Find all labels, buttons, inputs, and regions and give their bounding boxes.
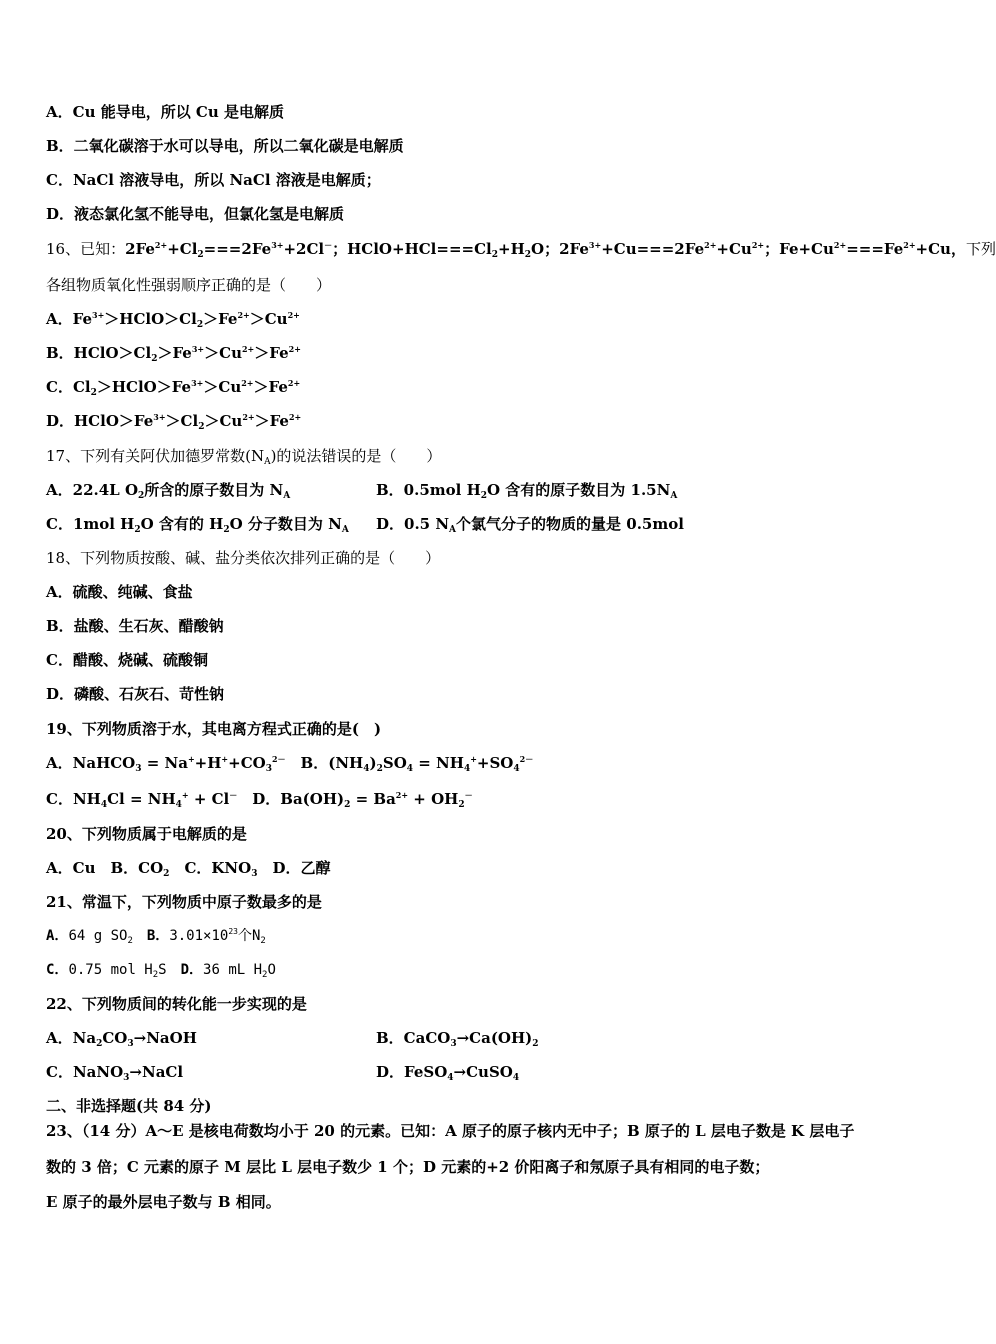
q21-options-row2: C．0.75 mol $H_2S$ D．36 mL $H_2O$ bbox=[46, 962, 276, 980]
q22-option-c: C．NaNO$_3$→NaCl bbox=[46, 1063, 184, 1083]
q21-options-row1: A．64 g $SO_2$ B．$3.01\times 10^{23}$个$N_2$ bbox=[46, 927, 266, 946]
q23-line1: 23、（14 分）A～E 是核电荷数均小于 20 的元素。已知：A 原子的原子核内无中子；B 原子的 L 层电子数是 K 层电子 bbox=[46, 1122, 855, 1140]
q18-option-d: D．磷酸、石灰石、苛性钠 bbox=[46, 685, 225, 703]
q21-stem: 21、常温下，下列物质中原子数最多的是 bbox=[46, 893, 322, 911]
q23-line2: 数的 3 倍；C 元素的原子 M 层比 L 层电子数少 1 个；D 元素的+2 价阳离子和氖原子具有相同的电子数； bbox=[46, 1158, 770, 1176]
q18-option-c: C．醋酸、烧碱、硫酸铜 bbox=[46, 651, 208, 669]
q20-stem: 20、下列物质属于电解质的是 bbox=[46, 825, 247, 843]
q19-options-row1: A．NaHCO$_3$ = $Na^++H^++CO_3^{2-}$ B．$(NH_4)_2SO_4 = NH_4^++SO_4^{2-}$ bbox=[46, 754, 534, 774]
q15-option-a: A．Cu 能导电，所以 Cu 是电解质 bbox=[46, 103, 284, 121]
q17-option-c: C．1mol $H_2O$ 含有的 $H_2O$ 分子数目为 $N_A$ bbox=[46, 515, 349, 535]
q22-stem: 22、下列物质间的转化能一步实现的是 bbox=[46, 995, 307, 1013]
q17-stem: 17、下列有关阿伏加德罗常数$(N_A)$的说法错误的是（ ） bbox=[46, 447, 442, 467]
q16-option-c: C．$Cl_2>HClO>Fe^{3+}>Cu^{2+}>Fe^{2+}$ bbox=[46, 378, 301, 398]
q19-options-row2: C．$NH_4Cl = NH_4^+ + Cl^-$ D．$Ba(OH)_2 = Ba^{2+} + OH_2^-$ bbox=[46, 790, 473, 810]
section-2-title: 二、非选择题(共 84 分) bbox=[46, 1097, 212, 1115]
q17-options-row2 bbox=[46, 514, 906, 534]
q20-options: A．Cu B．$CO_2$ C．$KNO_3$ D．乙醇 bbox=[46, 859, 331, 879]
q18-option-a: A．硫酸、纯碱、食盐 bbox=[46, 583, 193, 601]
q17-option-d: D．0.5 $N_A$个氯气分子的物质的量是 0.5mol bbox=[376, 515, 684, 535]
q18-stem: 18、下列物质按酸、碱、盐分类依次排列正确的是（ ） bbox=[46, 549, 441, 567]
q22-options-row2 bbox=[46, 1062, 906, 1082]
q23-line3: E 原子的最外层电子数与 B 相同。 bbox=[46, 1193, 281, 1211]
q17-options-row1 bbox=[46, 480, 906, 500]
q22-option-d: D．FeSO$_4$→CuSO$_4$ bbox=[376, 1063, 520, 1083]
q19-stem: 19、下列物质溶于水，其电离方程式正确的是( ) bbox=[46, 720, 382, 738]
q18-option-b: B．盐酸、生石灰、醋酸钠 bbox=[46, 617, 224, 635]
q16-option-a: A．$Fe^{3+}>HClO>Cl_2>Fe^{2+}>Cu^{2+}$ bbox=[46, 310, 300, 330]
q16-stem: 16、已知：$2Fe^{2+}+Cl_2===2Fe^{3+}+2Cl^-$；$HClO+HCl===Cl_2+H_2O$；$2Fe^{3+}+Cu===2Fe^{2+}+Cu^{2+}$；$Fe+Cu^{2+}===Fe^{2+}+Cu$，下列 bbox=[46, 240, 996, 260]
q16-stem-line2: 各组物质氧化性强弱顺序正确的是（ ） bbox=[46, 276, 332, 294]
q22-options-row1 bbox=[46, 1028, 906, 1048]
q22-option-b: B．$CaCO_3\to Ca(OH)_2$ bbox=[376, 1029, 539, 1049]
q16-option-b: B．$HClO>Cl_2>Fe^{3+}>Cu^{2+}>Fe^{2+}$ bbox=[46, 344, 301, 364]
q22-option-a: A．$Na_2CO_3\to NaOH$ bbox=[46, 1029, 197, 1049]
q17-option-a: A．22.4L $O_2$所含的原子数目为 $N_A$ bbox=[46, 481, 291, 501]
q15-option-b: B．二氧化碳溶于水可以导电，所以二氧化碳是电解质 bbox=[46, 137, 404, 155]
q17-option-b: B．0.5mol $H_2O$ 含有的原子数目为 $1.5N_A$ bbox=[376, 481, 678, 501]
q16-option-d: D．$HClO>Fe^{3+}>Cl_2>Cu^{2+}>Fe^{2+}$ bbox=[46, 412, 302, 432]
q15-option-d: D．液态氯化氢不能导电，但氯化氢是电解质 bbox=[46, 205, 345, 223]
q15-option-c: C．NaCl 溶液导电，所以 NaCl 溶液是电解质； bbox=[46, 171, 381, 189]
